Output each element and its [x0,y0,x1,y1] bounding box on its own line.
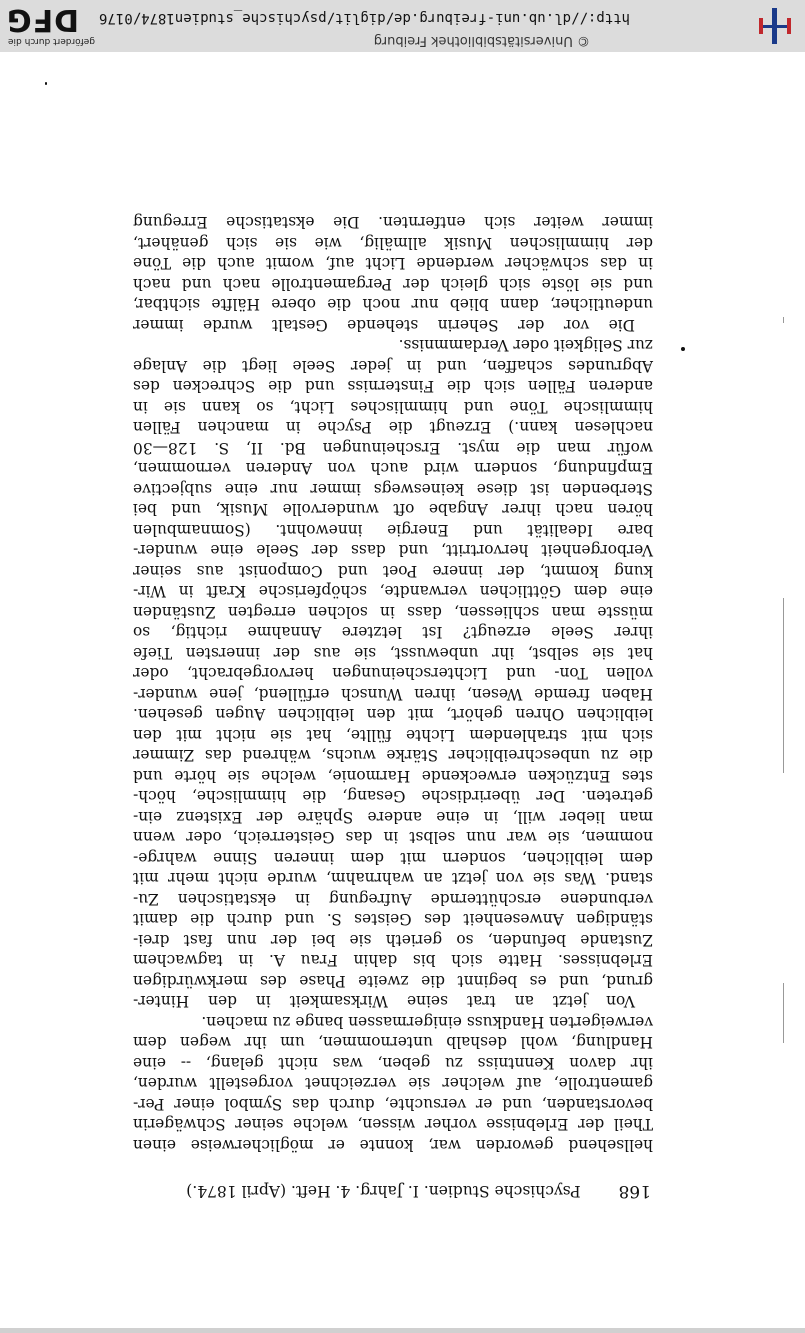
text-line: himmlische Töne und himmlisches Licht, so kann sie in [133,398,653,416]
viewer-footer [0,0,805,52]
text-line: Empfindung, sondern wird auch von Anderen vernommen, [133,459,653,478]
text-line: Die vor der Seherin stehende Gestalt wurde immer [133,316,635,334]
text-line: stes Entzücken erweckende Harmonie, welche sie hörte und [133,767,653,785]
text-line: gamentrolle, auf welcher sie verzeichnet vorgestellt wurden, [133,1074,653,1093]
copyright-credit: © Universitätsbibliothek Freiburg [373,33,590,48]
text-line: dem leiblichen, sondern mit dem inneren Sinne wahrge- [133,849,653,867]
running-title: Psychische Studien. I. Jahrg. 4. Heft. (April 1874.) [186,1182,581,1200]
text-line: Sterbenden ist diese keineswegs immer nur eine subjective [133,480,653,498]
margin-rule [783,317,784,323]
text-line: vollen Ton- und Lichterscheinungen hervorgebracht, oder [133,664,653,683]
scan-speck [681,347,685,351]
text-line: ihrer Seele erzeugt? Ist letztere Annahme richtig, so [133,623,653,642]
text-line: kung kommt, der innere Poet und Componist aus seiner [133,562,653,580]
ufr-logo-icon [749,6,801,46]
text-line: Verborgenheit hervortritt, und dass der Seele eine wunder- [133,541,653,560]
running-header [151,1181,651,1201]
text-line: Handlung, wohl deshalb unternommen, um ihr wegen dem [133,1033,653,1052]
text-line: der himmlischen Musik allmälig, wie sie sich genähert, [133,234,653,252]
text-line: Theil der Erlebnisse vorher wissen, welche seiner Schwägerin [133,1115,653,1134]
text-line: bevorstanden, und er versuchte, durch das Symbol einer Per- [133,1095,653,1113]
text-line: wofür man die myst. Erscheinungen Bd. II, S. 128—30 [133,439,653,457]
text-line: und sie löste sich gleich der Pergamentrolle nach und nach [133,275,653,293]
text-line: verbundene erschütternde Aufregung in ekstatischen Zu- [133,890,653,908]
text-line: in das schwächer werdende Licht auf, womit auch die Töne [133,254,653,273]
text-line: Erlebnisses. Hatte sich bis dahin Frau A. in tagwachem [133,951,653,970]
scroll-track[interactable] [0,1328,805,1333]
text-line: Abgrundes schaffen, und in jeder Seele liegt die Anlage [133,357,653,375]
text-line: Zustande befunden, so gerieth sie bei der nun fast drei- [133,931,653,949]
text-line: stand. Was sie von jetzt an wahrnahm, wurde nicht mehr mit [133,869,653,888]
text-line: ihr davon Kenntniss zu geben, was nicht gelang, -- eine [133,1054,653,1072]
scan-speck [45,82,47,85]
text-line: zur Seligkeit oder Verdammniss. [398,336,653,355]
dfg-logo: DFG [6,2,80,37]
text-line: sich mit strahlendem Lichte füllte, hat sie nicht mit den [133,726,653,744]
permalink-url[interactable]: http://dl.ub.uni-freiburg.de/diglit/psychische_studien1874/0176 [98,10,630,26]
text-line: hellsehend geworden war, konnte er möglicherweise einen [133,1136,653,1154]
text-line: leiblichen Ohren gehört, mit den leiblichen Augen gesehen. [133,705,653,724]
text-line: man lieber will, in eine andere Sphäre der Existenz ein- [133,808,653,826]
page-number: 168 [618,1181,651,1201]
text-line: müsste man schliessen, dass in solchen erregten Zuständen [133,603,653,621]
text-line: grund, und es beginnt die zweite Phase des merkwürdigen [133,972,653,990]
text-line: nachlesen kann.) Erzeugt die Psyche in manchen Fällen [133,418,653,437]
margin-rule [783,983,784,1043]
text-line: ständigen Anwesenheit des Geistes S. und durch die damit [133,910,653,929]
text-line: die zu unbeschreiblicher Stärke wuchs, während das Zimmer [133,746,653,765]
text-line: hören nach ihrer Angabe oft wundervolle Musik, und bei [133,500,653,519]
text-line: immer weiter sich entfernten. Die ekstatische Erregung [133,213,653,232]
text-line: nommen, sie war nun selbst in das Geisterreich, oder wenn [133,828,653,847]
dfg-caption: gefördert durch die [8,36,95,46]
text-line: verweigerten Handkuss einigermassen bange zu machen. [201,1013,653,1031]
text-line: undeutlicher, dann blieb nur noch die obere Hälfte sichtbar, [133,295,653,314]
text-line: Haben fremde Wesen, ihren Wunsch erfüllend, jene wunder- [133,685,653,703]
text-line: hat sie selbst, ihr unbewusst, sie aus der innersten Tiefe [133,644,653,662]
margin-rule [783,598,784,773]
text-line: Von jetzt an trat seine Wirksamkeit in den Hinter- [133,992,635,1011]
text-line: getreten. Der überirdische Gesang, die himmlische, höch- [133,787,653,806]
text-line: eine dem Göttlichen verwandte, schöpferische Kraft in Wir- [133,582,653,601]
text-line: bare Idealität und Energie innewohnt. (Somnambulen [133,521,653,539]
body-text [133,212,653,1155]
text-line: anderen Fällen sich die Finsterniss und die Schrecken des [133,377,653,396]
